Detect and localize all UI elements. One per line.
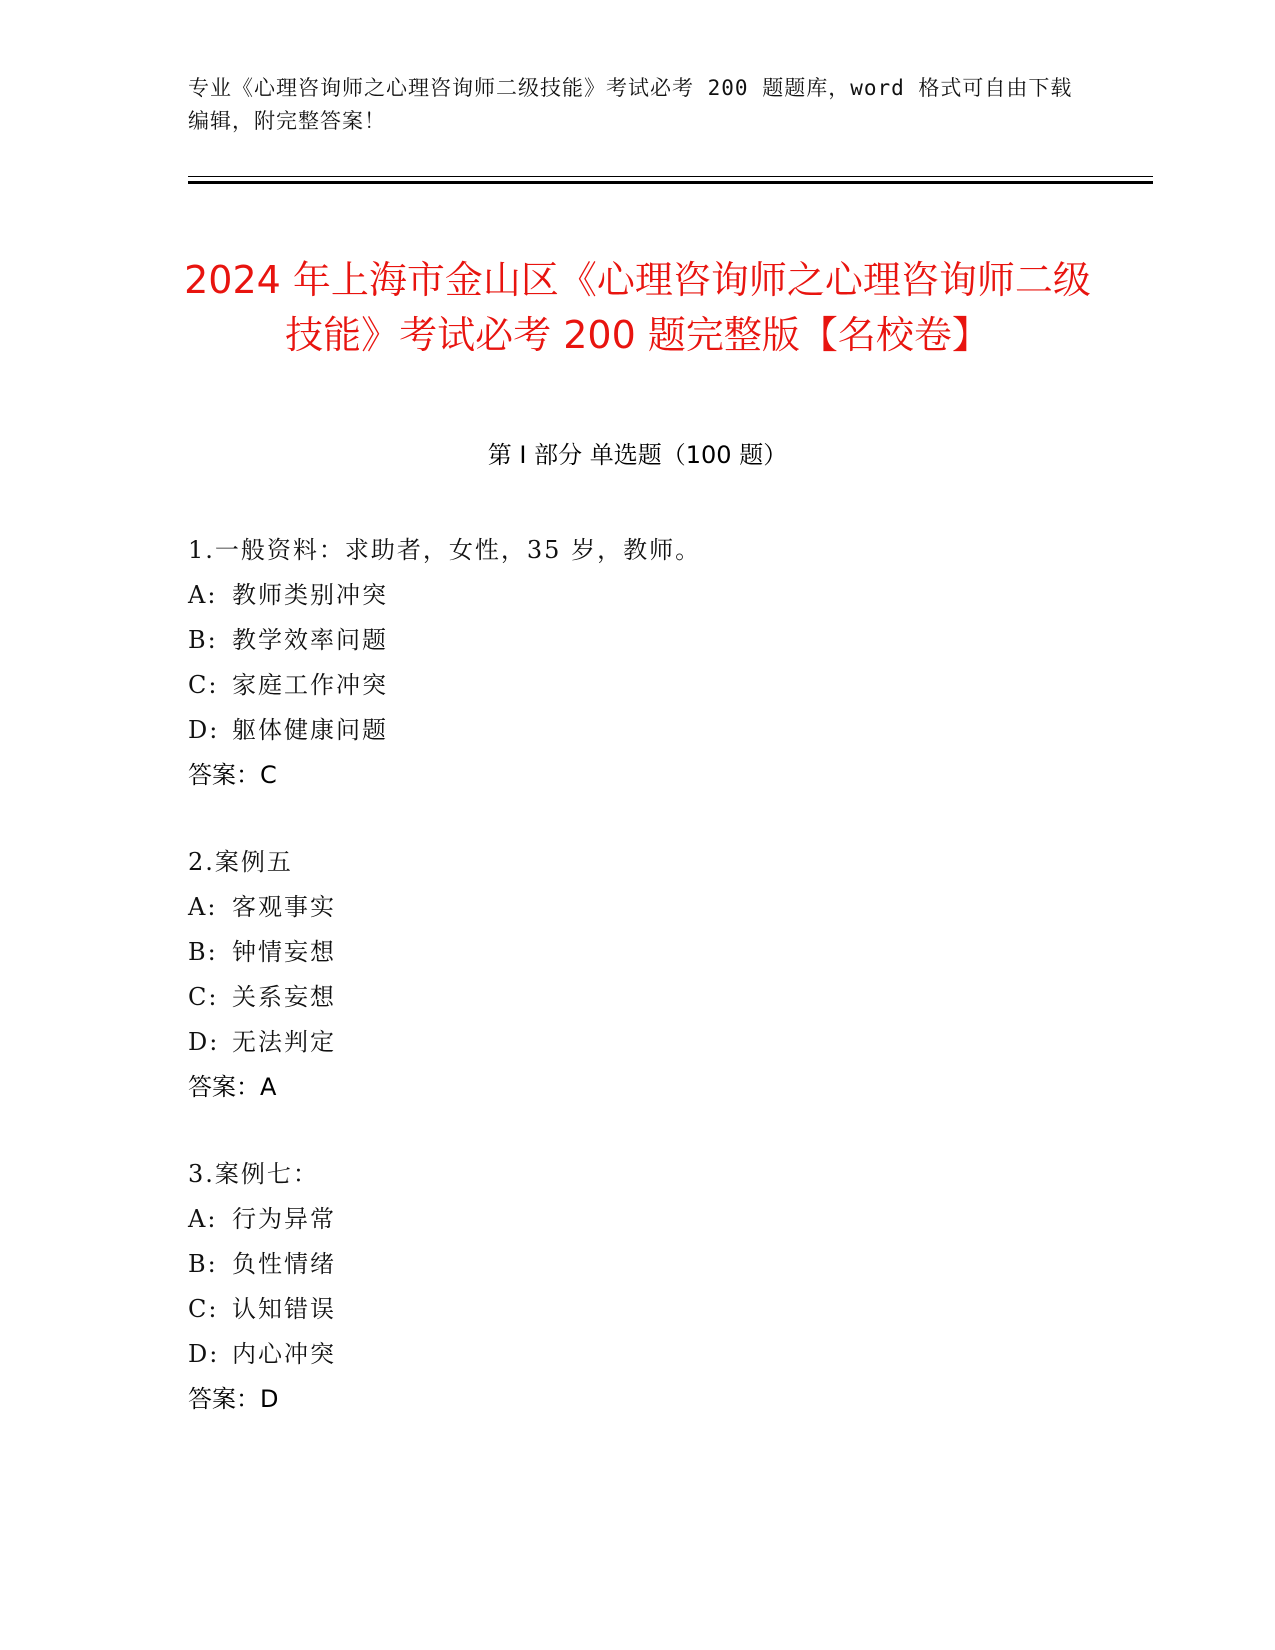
option-key: D: [188, 1028, 220, 1056]
option-text: 教师类别冲突 [232, 581, 388, 609]
option-key: D: [188, 1340, 220, 1368]
option-key: B: [188, 1250, 218, 1278]
option-c [188, 975, 1088, 1020]
option-d [188, 708, 1088, 753]
option-b [188, 1242, 1088, 1287]
option-key: A: [188, 893, 218, 921]
question-list [188, 528, 1088, 1464]
option-d [188, 1020, 1088, 1065]
option-key: C: [188, 671, 219, 699]
question-stem: 3.案例七： [188, 1160, 319, 1188]
option-a [188, 573, 1088, 618]
option-text: 负性情绪 [232, 1250, 336, 1278]
document-title: 2024 年上海市金山区《心理咨询师之心理咨询师二级技能》考试必考 200 题完整版【名校卷】 [184, 258, 1091, 358]
option-text: 家庭工作冲突 [232, 671, 388, 699]
option-key: B: [188, 938, 218, 966]
option-text: 认知错误 [232, 1295, 336, 1323]
question-2 [188, 840, 1088, 1110]
option-text: 内心冲突 [232, 1340, 336, 1368]
option-text: 无法判定 [232, 1028, 336, 1056]
header-divider-thin [188, 176, 1153, 177]
answer-line: 答案：D [188, 1385, 279, 1413]
option-text: 客观事实 [232, 893, 336, 921]
option-a [188, 1197, 1088, 1242]
option-text: 行为异常 [232, 1205, 336, 1233]
option-c [188, 1287, 1088, 1332]
option-key: A: [188, 581, 218, 609]
option-a [188, 885, 1088, 930]
answer-line: 答案：C [188, 761, 277, 789]
option-b [188, 930, 1088, 975]
question-3 [188, 1152, 1088, 1422]
question-stem: 1.一般资料：求助者，女性，35 岁，教师。 [188, 536, 702, 564]
header-note: 专业《心理咨询师之心理咨询师二级技能》考试必考 200 题题库，word 格式可自由下载编辑，附完整答案！ [188, 76, 1073, 133]
section-heading: 第 I 部分 单选题（100 题） [487, 441, 788, 469]
option-text: 躯体健康问题 [232, 716, 388, 744]
option-text: 教学效率问题 [232, 626, 388, 654]
question-1 [188, 528, 1088, 798]
option-key: C: [188, 983, 219, 1011]
option-c [188, 663, 1088, 708]
option-key: B: [188, 626, 218, 654]
question-stem: 2.案例五 [188, 848, 293, 876]
option-key: C: [188, 1295, 219, 1323]
option-text: 钟情妄想 [232, 938, 336, 966]
header-divider-thick [188, 181, 1153, 184]
option-key: D: [188, 716, 220, 744]
option-text: 关系妄想 [232, 983, 336, 1011]
option-d [188, 1332, 1088, 1377]
option-key: A: [188, 1205, 218, 1233]
option-b [188, 618, 1088, 663]
answer-line: 答案：A [188, 1073, 277, 1101]
